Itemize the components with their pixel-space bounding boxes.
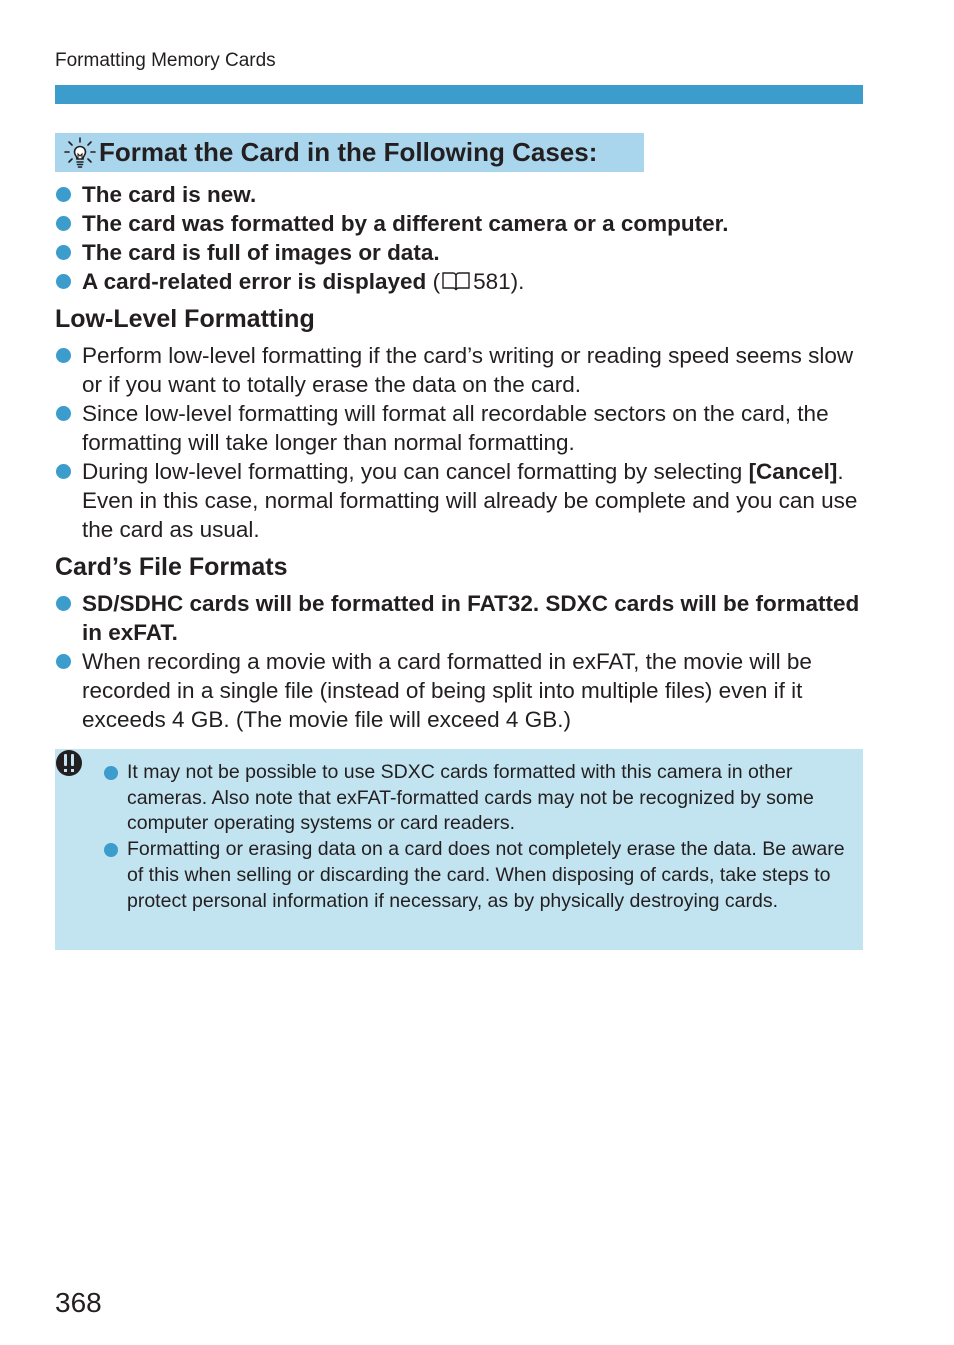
file-formats-list: [55, 589, 870, 734]
caution-icon: [55, 749, 85, 784]
tip-heading: [55, 133, 644, 172]
lightbulb-icon: [61, 133, 99, 172]
file-formats-heading: Card’s File Formats: [55, 553, 288, 581]
list-item: The card was formatted by a different camera or a computer.: [55, 209, 870, 238]
list-item: SD/SDHC cards will be formatted in FAT32. SDXC cards will be formatted in exFAT.: [55, 589, 870, 647]
header-bar: [55, 85, 863, 104]
list-item: Perform low-level formatting if the card’s writing or reading speed seems slow or if you want to totally erase the data on the card.: [55, 341, 870, 399]
list-item: It may not be possible to use SDXC cards formatted with this camera in other cameras. Also note that exFAT-formatted cards may not be recognized by some computer operating systems or card readers.: [104, 760, 849, 837]
list-item: Formatting or erasing data on a card does not completely erase the data. Be aware of this when selling or discarding the card. When disposing of cards, take steps to protect personal information if necessary, as by physically destroying cards.: [104, 837, 849, 914]
list-item: The card is new.: [55, 180, 870, 209]
caution-list: [104, 760, 849, 914]
bullet-icon: [56, 406, 71, 421]
list-item: During low-level formatting, you can cancel formatting by selecting [Cancel]. Even in this case, normal formatting will already be complete and you can use the card as usual.: [55, 457, 870, 544]
tip-title: Format the Card in the Following Cases:: [99, 137, 598, 167]
bullet-icon: [56, 348, 71, 363]
list-item: A card-related error is displayed ( 581).: [55, 267, 870, 299]
bullet-icon: [56, 245, 71, 260]
book-reference-icon: [441, 270, 471, 299]
caution-box: [55, 749, 863, 950]
bullet-icon: [104, 843, 118, 857]
bullet-icon: [56, 596, 71, 611]
tip-list: [55, 180, 870, 299]
bullet-icon: [104, 766, 118, 780]
bullet-icon: [56, 654, 71, 669]
running-header: Formatting Memory Cards: [55, 50, 276, 71]
bullet-icon: [56, 187, 71, 202]
list-item: The card is full of images or data.: [55, 238, 870, 267]
page-reference[interactable]: 581: [473, 269, 511, 294]
list-item: When recording a movie with a card formatted in exFAT, the movie will be recorded in a single file (instead of being split into multiple files) even if it exceeds 4 GB. (The movie file will exceed 4 GB.): [55, 647, 870, 734]
page-number: 368: [55, 1287, 102, 1318]
list-item: Since low-level formatting will format all recordable sectors on the card, the formatting will take longer than normal formatting.: [55, 399, 870, 457]
bullet-icon: [56, 216, 71, 231]
bullet-icon: [56, 464, 71, 479]
cancel-label: [Cancel]: [748, 459, 838, 484]
low-level-heading: Low-Level Formatting: [55, 305, 315, 333]
low-level-list: [55, 341, 870, 544]
bullet-icon: [56, 274, 71, 289]
